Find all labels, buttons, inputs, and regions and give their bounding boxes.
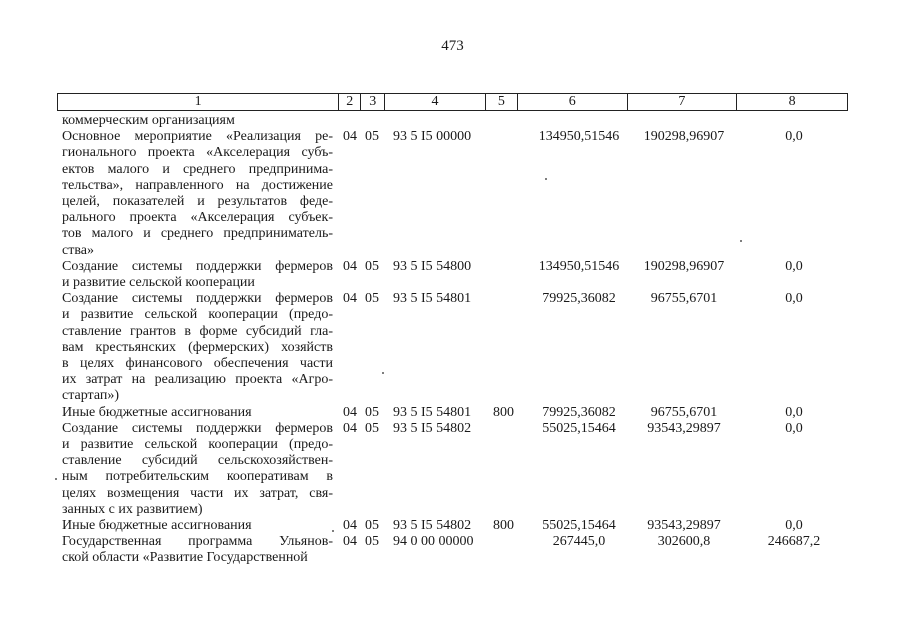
cell-col-5: 800 xyxy=(493,404,514,420)
cell-col-4: 93 5 I5 54801 xyxy=(393,404,472,420)
cell-col-6: 55025,15464 xyxy=(542,420,616,436)
cell-col-2: 04 xyxy=(343,404,357,420)
cell-col-3: 05 xyxy=(365,420,379,436)
cell-col-3: 05 xyxy=(365,534,379,550)
header-col-5: 5 xyxy=(485,94,517,110)
table-row xyxy=(0,291,905,404)
header-col-6: 6 xyxy=(517,94,627,110)
cell-col-6: 79925,36082 xyxy=(542,404,616,420)
cell-col-2: 04 xyxy=(343,129,357,145)
cell-col-2: 04 xyxy=(343,258,357,274)
table-body xyxy=(0,113,905,567)
header-col-4: 4 xyxy=(384,94,485,110)
scan-speck xyxy=(740,240,742,242)
row-name-line: ства» xyxy=(62,242,94,258)
cell-col-3: 05 xyxy=(365,129,379,145)
row-name xyxy=(62,129,333,259)
row-name-line: их затрат на реализацию проекта «Агро- xyxy=(62,372,333,388)
row-name-line: тельства», направленного на достижение xyxy=(62,177,333,193)
cell-col-7: 93543,29897 xyxy=(647,420,721,436)
row-name-line: вам крестьянских (фермерских) хозяйств xyxy=(62,339,333,355)
cell-col-6: 134950,51546 xyxy=(538,129,620,145)
row-name-line: коммерческим организациям xyxy=(62,113,235,128)
cell-col-6: 79925,36082 xyxy=(542,291,616,307)
row-name-line: и развитие сельской кооперации xyxy=(62,274,255,290)
table-row xyxy=(0,405,905,421)
cell-col-4: 94 0 00 00000 xyxy=(393,534,474,550)
row-name-line: Иные бюджетные ассигнования xyxy=(62,517,252,533)
cell-col-3: 05 xyxy=(365,258,379,274)
cell-col-8: 0,0 xyxy=(785,291,803,307)
cell-col-4: 93 5 I5 54801 xyxy=(393,291,472,307)
cell-col-7: 96755,6701 xyxy=(650,291,718,307)
cell-col-3: 05 xyxy=(365,291,379,307)
header-col-2: 2 xyxy=(338,94,360,110)
cell-col-7: 190298,96907 xyxy=(643,258,725,274)
row-name-line: Создание системы поддержки фермеров xyxy=(62,291,333,307)
cell-col-6: 267445,0 xyxy=(552,534,606,550)
header-col-3: 3 xyxy=(360,94,384,110)
cell-col-7: 302600,8 xyxy=(657,534,711,550)
row-name-line: стартап») xyxy=(62,388,120,404)
cell-col-8: 246687,2 xyxy=(767,534,821,550)
row-name xyxy=(62,259,333,291)
cell-col-6: 134950,51546 xyxy=(538,258,620,274)
cell-col-4: 93 5 I5 54802 xyxy=(393,517,472,533)
row-name-line: рального проекта «Акселерация субъек- xyxy=(62,210,333,226)
cell-col-6: 55025,15464 xyxy=(542,517,616,533)
cell-col-2: 04 xyxy=(343,420,357,436)
row-name xyxy=(62,518,333,534)
table-row xyxy=(0,113,905,129)
row-name xyxy=(62,113,333,129)
row-name-line: Создание системы поддержки фермеров xyxy=(62,420,333,436)
table-header xyxy=(57,93,848,111)
scan-speck xyxy=(545,178,547,180)
row-name-line: Государственная программа Ульянов- xyxy=(62,534,333,550)
row-name-line: Иные бюджетные ассигнования xyxy=(62,404,252,420)
page-number: 473 xyxy=(441,38,464,54)
scan-speck xyxy=(382,372,384,374)
cell-col-2: 04 xyxy=(343,517,357,533)
cell-col-8: 0,0 xyxy=(785,404,803,420)
cell-col-4: 93 5 I5 54800 xyxy=(393,258,472,274)
row-name-line: целях возмещения части их затрат, свя- xyxy=(62,485,333,501)
cell-col-5: 800 xyxy=(493,517,514,533)
row-name-line: целей, показателей и результатов феде- xyxy=(62,194,333,209)
cell-col-4: 93 5 I5 54802 xyxy=(393,420,472,436)
cell-col-4: 93 5 I5 00000 xyxy=(393,129,472,145)
cell-col-8: 0,0 xyxy=(785,517,803,533)
row-name xyxy=(62,405,333,421)
cell-col-3: 05 xyxy=(365,404,379,420)
row-name-line: ской области «Развитие Государственной xyxy=(62,550,308,566)
cell-col-2: 04 xyxy=(343,534,357,550)
row-name-line: в целях финансового обеспечения части xyxy=(62,355,333,371)
row-name-line: тов малого и среднего предприниматель- xyxy=(62,226,333,242)
table-row xyxy=(0,259,905,291)
row-name-line: ным потребительским кооперативам в xyxy=(62,469,333,485)
header-col-1: 1 xyxy=(194,94,202,109)
cell-col-3: 05 xyxy=(365,517,379,533)
cell-col-8: 0,0 xyxy=(785,129,803,145)
row-name-line: ектов малого и среднего предпринима- xyxy=(62,161,333,177)
cell-col-7: 96755,6701 xyxy=(650,404,718,420)
row-name xyxy=(62,534,333,566)
header-col-8: 8 xyxy=(736,94,847,110)
row-name-line: Основное мероприятие «Реализация ре- xyxy=(62,129,333,145)
row-name-line: гионального проекта «Акселерация субъ- xyxy=(62,145,333,161)
table-row xyxy=(0,518,905,534)
header-col-7: 7 xyxy=(627,94,737,110)
row-name xyxy=(62,421,333,518)
cell-col-7: 93543,29897 xyxy=(647,517,721,533)
row-name-line: и развитие сельской кооперации (предо- xyxy=(62,436,333,452)
row-name xyxy=(62,291,333,404)
cell-col-2: 04 xyxy=(343,291,357,307)
row-name-line: занных с их развитием) xyxy=(62,501,203,517)
scan-speck xyxy=(55,478,57,480)
cell-col-7: 190298,96907 xyxy=(643,129,725,145)
cell-col-8: 0,0 xyxy=(785,420,803,436)
row-name-line: Создание системы поддержки фермеров xyxy=(62,258,333,274)
row-name-line: и развитие сельской кооперации (предо- xyxy=(62,307,333,323)
row-name-line: ставление субсидий сельскохозяйствен- xyxy=(62,453,333,469)
table-row xyxy=(0,534,905,566)
scan-speck xyxy=(332,530,334,532)
cell-col-8: 0,0 xyxy=(785,258,803,274)
table-row xyxy=(0,129,905,259)
table-row xyxy=(0,421,905,518)
row-name-line: ставление грантов в форме субсидий гла- xyxy=(62,323,333,339)
